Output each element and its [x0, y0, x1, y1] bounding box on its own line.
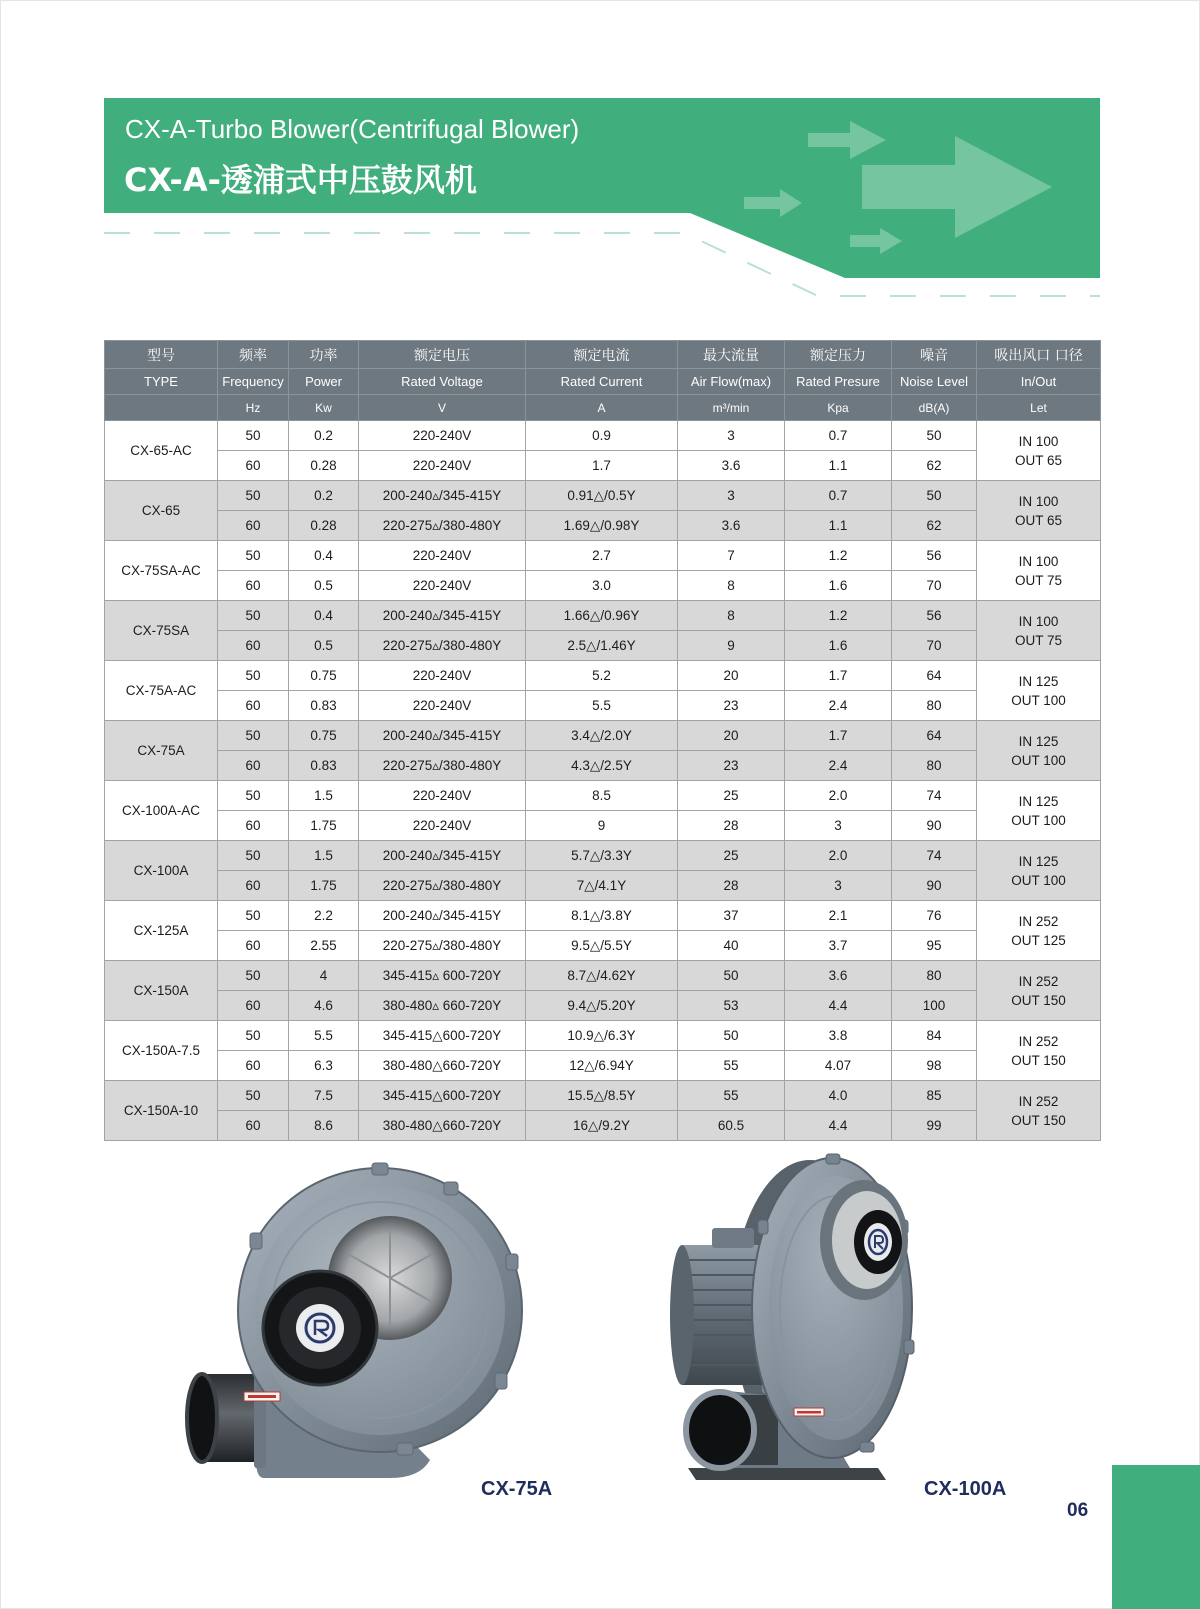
noise-cell: 95 — [892, 931, 977, 961]
noise-cell: 85 — [892, 1081, 977, 1111]
noise-cell: 62 — [892, 451, 977, 481]
model-type-cell: CX-100A — [105, 841, 218, 901]
frequency-cell: 50 — [218, 901, 289, 931]
noise-cell: 70 — [892, 571, 977, 601]
frequency-cell: 50 — [218, 421, 289, 451]
voltage-cell: 380-480△660-720Y — [359, 1111, 526, 1141]
noise-cell: 56 — [892, 601, 977, 631]
pressure-cell: 3 — [785, 811, 892, 841]
pressure-cell: 3.7 — [785, 931, 892, 961]
current-cell: 16△/9.2Y — [526, 1111, 678, 1141]
power-cell: 0.2 — [289, 481, 359, 511]
noise-cell: 90 — [892, 811, 977, 841]
voltage-cell: 220-240V — [359, 811, 526, 841]
airflow-cell: 50 — [678, 1021, 785, 1051]
airflow-cell: 3.6 — [678, 511, 785, 541]
voltage-cell: 345-415▵ 600-720Y — [359, 961, 526, 991]
power-cell: 0.83 — [289, 751, 359, 781]
noise-cell: 50 — [892, 421, 977, 451]
frequency-cell: 60 — [218, 691, 289, 721]
model-type-cell: CX-150A-10 — [105, 1081, 218, 1141]
pressure-cell: 4.07 — [785, 1051, 892, 1081]
table-row — [105, 451, 1101, 481]
current-cell: 9.5△/5.5Y — [526, 931, 678, 961]
inlet-size: IN 100 — [1018, 613, 1059, 629]
warning-label — [244, 1392, 280, 1401]
power-cell: 0.28 — [289, 451, 359, 481]
outlet-size: OUT 100 — [1011, 692, 1066, 708]
voltage-cell: 200-240▵/345-415Y — [359, 601, 526, 631]
header-cell-cn: 最大流量 — [678, 341, 785, 369]
model-type-cell: CX-150A-7.5 — [105, 1021, 218, 1081]
current-cell: 7△/4.1Y — [526, 871, 678, 901]
header-cell-en: Air Flow(max) — [678, 369, 785, 395]
noise-cell: 80 — [892, 691, 977, 721]
model-type-cell: CX-65 — [105, 481, 218, 541]
noise-cell: 80 — [892, 751, 977, 781]
airflow-cell: 8 — [678, 571, 785, 601]
header-cell-en: Noise Level — [892, 369, 977, 395]
outlet-size: OUT 100 — [1011, 752, 1066, 768]
pressure-cell: 1.1 — [785, 451, 892, 481]
model-type-cell: CX-150A — [105, 961, 218, 1021]
header-cell-unit: Let — [977, 395, 1101, 421]
table-row — [105, 481, 1101, 511]
inlet-outlet-cell — [977, 1021, 1101, 1081]
pressure-cell: 1.1 — [785, 511, 892, 541]
power-cell: 0.5 — [289, 631, 359, 661]
header-cell-en: Power — [289, 369, 359, 395]
pressure-cell: 2.0 — [785, 841, 892, 871]
noise-cell: 98 — [892, 1051, 977, 1081]
frequency-cell: 50 — [218, 601, 289, 631]
current-cell: 2.7 — [526, 541, 678, 571]
model-type-cell: CX-125A — [105, 901, 218, 961]
outlet-size: OUT 150 — [1011, 1052, 1066, 1068]
voltage-cell: 220-240V — [359, 451, 526, 481]
table-row — [105, 721, 1101, 751]
pressure-cell: 0.7 — [785, 421, 892, 451]
frequency-cell: 60 — [218, 571, 289, 601]
current-cell: 5.2 — [526, 661, 678, 691]
page-number: 06 — [1067, 1500, 1089, 1521]
airflow-cell: 20 — [678, 661, 785, 691]
current-cell: 12△/6.94Y — [526, 1051, 678, 1081]
power-cell: 1.75 — [289, 871, 359, 901]
power-cell: 4.6 — [289, 991, 359, 1021]
frequency-cell: 60 — [218, 631, 289, 661]
pressure-cell: 1.6 — [785, 631, 892, 661]
noise-cell: 90 — [892, 871, 977, 901]
table-row — [105, 541, 1101, 571]
airflow-cell: 25 — [678, 781, 785, 811]
table-row — [105, 691, 1101, 721]
table-row — [105, 991, 1101, 1021]
voltage-cell: 200-240▵/345-415Y — [359, 901, 526, 931]
voltage-cell: 200-240▵/345-415Y — [359, 841, 526, 871]
table-row — [105, 1021, 1101, 1051]
noise-cell: 70 — [892, 631, 977, 661]
outlet-size: OUT 100 — [1011, 812, 1066, 828]
noise-cell: 56 — [892, 541, 977, 571]
airflow-cell: 50 — [678, 961, 785, 991]
outlet — [686, 1392, 778, 1468]
voltage-cell: 200-240▵/345-415Y — [359, 481, 526, 511]
current-cell: 4.3△/2.5Y — [526, 751, 678, 781]
table-row — [105, 601, 1101, 631]
noise-cell: 84 — [892, 1021, 977, 1051]
outlet-size: OUT 65 — [1014, 512, 1063, 528]
noise-cell: 64 — [892, 721, 977, 751]
power-cell: 0.75 — [289, 661, 359, 691]
pressure-cell: 2.1 — [785, 901, 892, 931]
pressure-cell: 1.2 — [785, 601, 892, 631]
inlet-size: IN 252 — [1018, 1093, 1059, 1109]
pressure-cell: 4.4 — [785, 1111, 892, 1141]
pressure-cell: 3.8 — [785, 1021, 892, 1051]
table-row — [105, 631, 1101, 661]
airflow-cell: 3 — [678, 481, 785, 511]
model-type-cell: CX-100A-AC — [105, 781, 218, 841]
model-type-cell: CX-75A — [105, 721, 218, 781]
header-cell-en: Rated Voltage — [359, 369, 526, 395]
inlet-size: IN 125 — [1018, 733, 1059, 749]
outlet-opening — [187, 1374, 217, 1462]
inlet-outlet-cell — [977, 481, 1101, 541]
current-cell: 1.69△/0.98Y — [526, 511, 678, 541]
model-type-cell: CX-75SA — [105, 601, 218, 661]
airflow-cell: 3 — [678, 421, 785, 451]
current-cell: 2.5△/1.46Y — [526, 631, 678, 661]
noise-cell: 50 — [892, 481, 977, 511]
power-cell: 0.4 — [289, 601, 359, 631]
header-cell-cn: 型号 — [105, 341, 218, 369]
table-row — [105, 901, 1101, 931]
header-cell-en: Rated Presure — [785, 369, 892, 395]
outlet-size: OUT 65 — [1014, 452, 1063, 468]
power-cell: 0.2 — [289, 421, 359, 451]
pressure-cell: 4.4 — [785, 991, 892, 1021]
inlet-outlet-cell — [977, 841, 1101, 901]
airflow-cell: 25 — [678, 841, 785, 871]
airflow-cell: 3.6 — [678, 451, 785, 481]
header-cell-unit: V — [359, 395, 526, 421]
header-cell-cn: 功率 — [289, 341, 359, 369]
frequency-cell: 50 — [218, 661, 289, 691]
noise-cell: 80 — [892, 961, 977, 991]
pressure-cell: 0.7 — [785, 481, 892, 511]
power-cell: 0.75 — [289, 721, 359, 751]
header-cell-unit: Kw — [289, 395, 359, 421]
noise-cell: 76 — [892, 901, 977, 931]
header-row — [105, 369, 1101, 395]
table-row — [105, 871, 1101, 901]
voltage-cell: 220-275▵/380-480Y — [359, 751, 526, 781]
power-cell: 0.5 — [289, 571, 359, 601]
airflow-cell: 55 — [678, 1051, 785, 1081]
frequency-cell: 50 — [218, 1021, 289, 1051]
table-row — [105, 1081, 1101, 1111]
current-cell: 0.91△/0.5Y — [526, 481, 678, 511]
airflow-cell: 40 — [678, 931, 785, 961]
power-cell: 1.5 — [289, 841, 359, 871]
hub — [854, 1210, 902, 1274]
frequency-cell: 60 — [218, 991, 289, 1021]
inlet-outlet-cell — [977, 601, 1101, 661]
header-cell-unit: dB(A) — [892, 395, 977, 421]
inlet-outlet-cell — [977, 901, 1101, 961]
inlet-size: IN 252 — [1018, 973, 1059, 989]
product-label-cx-100a: CX-100A — [924, 1478, 1007, 1500]
voltage-cell: 220-275▵/380-480Y — [359, 871, 526, 901]
frequency-cell: 60 — [218, 1051, 289, 1081]
header-cell-cn: 额定电压 — [359, 341, 526, 369]
model-type-cell: CX-75SA-AC — [105, 541, 218, 601]
pressure-cell: 3.6 — [785, 961, 892, 991]
header-cell-en: TYPE — [105, 369, 218, 395]
airflow-cell: 20 — [678, 721, 785, 751]
header-cell-unit: Kpa — [785, 395, 892, 421]
inlet-size: IN 100 — [1018, 493, 1059, 509]
power-cell: 8.6 — [289, 1111, 359, 1141]
airflow-cell: 37 — [678, 901, 785, 931]
outlet-size: OUT 100 — [1011, 872, 1066, 888]
header-cell-cn: 噪音 — [892, 341, 977, 369]
pressure-cell: 3 — [785, 871, 892, 901]
table-row — [105, 511, 1101, 541]
outlet-size: OUT 125 — [1011, 932, 1066, 948]
frequency-cell: 60 — [218, 451, 289, 481]
product-image-cx-75a — [168, 1160, 538, 1505]
spec-table-body — [105, 421, 1101, 1141]
power-cell: 1.5 — [289, 781, 359, 811]
noise-cell: 100 — [892, 991, 977, 1021]
table-row — [105, 1051, 1101, 1081]
header-cell-unit: A — [526, 395, 678, 421]
noise-cell: 64 — [892, 661, 977, 691]
hub — [263, 1271, 377, 1385]
inlet-size: IN 252 — [1018, 1033, 1059, 1049]
header-cell-unit: Hz — [218, 395, 289, 421]
airflow-cell: 28 — [678, 811, 785, 841]
frequency-cell: 50 — [218, 481, 289, 511]
header-cell-cn: 频率 — [218, 341, 289, 369]
airflow-cell: 60.5 — [678, 1111, 785, 1141]
table-row — [105, 931, 1101, 961]
header-row — [105, 395, 1101, 421]
noise-cell: 74 — [892, 841, 977, 871]
airflow-cell: 55 — [678, 1081, 785, 1111]
noise-cell: 99 — [892, 1111, 977, 1141]
frequency-cell: 50 — [218, 1081, 289, 1111]
inlet-size: IN 125 — [1018, 793, 1059, 809]
pressure-cell: 4.0 — [785, 1081, 892, 1111]
noise-cell: 62 — [892, 511, 977, 541]
voltage-cell: 220-275▵/380-480Y — [359, 511, 526, 541]
power-cell: 2.55 — [289, 931, 359, 961]
pressure-cell: 1.2 — [785, 541, 892, 571]
airflow-cell: 53 — [678, 991, 785, 1021]
pressure-cell: 2.0 — [785, 781, 892, 811]
terminal-box — [712, 1228, 754, 1248]
voltage-cell: 220-275▵/380-480Y — [359, 631, 526, 661]
power-cell: 1.75 — [289, 811, 359, 841]
header-cell-unit — [105, 395, 218, 421]
inlet-outlet-cell — [977, 1081, 1101, 1141]
inlet-outlet-cell — [977, 781, 1101, 841]
inlet-outlet-cell — [977, 661, 1101, 721]
current-cell: 5.5 — [526, 691, 678, 721]
header-cell-cn: 额定电流 — [526, 341, 678, 369]
frequency-cell: 50 — [218, 781, 289, 811]
model-type-cell: CX-65-AC — [105, 421, 218, 481]
outlet-size: OUT 75 — [1014, 632, 1063, 648]
table-row — [105, 781, 1101, 811]
inlet-outlet-cell — [977, 541, 1101, 601]
inlet-outlet-cell — [977, 421, 1101, 481]
voltage-cell: 220-240V — [359, 421, 526, 451]
frequency-cell: 50 — [218, 841, 289, 871]
pressure-cell: 1.7 — [785, 661, 892, 691]
power-cell: 0.4 — [289, 541, 359, 571]
spec-table-header — [105, 341, 1101, 421]
voltage-cell: 220-240V — [359, 661, 526, 691]
frequency-cell: 60 — [218, 931, 289, 961]
pressure-cell: 2.4 — [785, 691, 892, 721]
current-cell: 0.9 — [526, 421, 678, 451]
airflow-cell: 23 — [678, 691, 785, 721]
product-label-cx-75a: CX-75A — [481, 1478, 553, 1500]
frequency-cell: 60 — [218, 511, 289, 541]
current-cell: 9.4△/5.20Y — [526, 991, 678, 1021]
corner-accent-block — [1112, 1465, 1200, 1609]
frequency-cell: 60 — [218, 751, 289, 781]
table-row — [105, 661, 1101, 691]
current-cell: 1.66△/0.96Y — [526, 601, 678, 631]
outlet-size: OUT 150 — [1011, 1112, 1066, 1128]
airflow-cell: 8 — [678, 601, 785, 631]
inlet-size: IN 100 — [1018, 553, 1059, 569]
outlet-size: OUT 75 — [1014, 572, 1063, 588]
warning-label — [794, 1408, 824, 1416]
current-cell: 5.7△/3.3Y — [526, 841, 678, 871]
current-cell: 8.1△/3.8Y — [526, 901, 678, 931]
table-row — [105, 811, 1101, 841]
noise-cell: 74 — [892, 781, 977, 811]
airflow-cell: 7 — [678, 541, 785, 571]
frequency-cell: 60 — [218, 1111, 289, 1141]
inlet-size: IN 125 — [1018, 673, 1059, 689]
voltage-cell: 220-240V — [359, 781, 526, 811]
spec-table — [104, 340, 1101, 1141]
pressure-cell: 1.6 — [785, 571, 892, 601]
voltage-cell: 345-415△600-720Y — [359, 1081, 526, 1111]
inlet-size: IN 100 — [1018, 433, 1059, 449]
power-cell: 0.83 — [289, 691, 359, 721]
inlet-outlet-cell — [977, 721, 1101, 781]
voltage-cell: 380-480△660-720Y — [359, 1051, 526, 1081]
outlet-size: OUT 150 — [1011, 992, 1066, 1008]
header-cell-unit: m³/min — [678, 395, 785, 421]
frequency-cell: 50 — [218, 721, 289, 751]
inlet-outlet-cell — [977, 961, 1101, 1021]
power-cell: 2.2 — [289, 901, 359, 931]
current-cell: 3.0 — [526, 571, 678, 601]
product-image-cx-100a — [660, 1150, 930, 1495]
power-cell: 4 — [289, 961, 359, 991]
airflow-cell: 28 — [678, 871, 785, 901]
current-cell: 8.7△/4.62Y — [526, 961, 678, 991]
title-chinese: CX-A-透浦式中压鼓风机 — [124, 161, 477, 199]
voltage-cell: 200-240▵/345-415Y — [359, 721, 526, 751]
voltage-cell: 345-415△600-720Y — [359, 1021, 526, 1051]
pressure-cell: 2.4 — [785, 751, 892, 781]
power-cell: 6.3 — [289, 1051, 359, 1081]
airflow-cell: 23 — [678, 751, 785, 781]
model-type-cell: CX-75A-AC — [105, 661, 218, 721]
power-cell: 0.28 — [289, 511, 359, 541]
power-cell: 7.5 — [289, 1081, 359, 1111]
table-row — [105, 421, 1101, 451]
frequency-cell: 50 — [218, 961, 289, 991]
current-cell: 3.4△/2.0Y — [526, 721, 678, 751]
table-row — [105, 841, 1101, 871]
header-row — [105, 341, 1101, 369]
current-cell: 15.5△/8.5Y — [526, 1081, 678, 1111]
table-row — [105, 751, 1101, 781]
header-cell-cn: 额定压力 — [785, 341, 892, 369]
current-cell: 9 — [526, 811, 678, 841]
header-cell-cn: 吸出风口 口径 — [977, 341, 1101, 369]
inlet-size: IN 125 — [1018, 853, 1059, 869]
airflow-cell: 9 — [678, 631, 785, 661]
table-row — [105, 1111, 1101, 1141]
table-row — [105, 571, 1101, 601]
voltage-cell: 220-240V — [359, 691, 526, 721]
voltage-cell: 220-240V — [359, 571, 526, 601]
header-cell-en: Rated Current — [526, 369, 678, 395]
table-row — [105, 961, 1101, 991]
current-cell: 10.9△/6.3Y — [526, 1021, 678, 1051]
pressure-cell: 1.7 — [785, 721, 892, 751]
inlet-size: IN 252 — [1018, 913, 1059, 929]
title-english: CX-A-Turbo Blower(Centrifugal Blower) — [125, 114, 580, 144]
current-cell: 8.5 — [526, 781, 678, 811]
current-cell: 1.7 — [526, 451, 678, 481]
frequency-cell: 60 — [218, 871, 289, 901]
voltage-cell: 380-480▵ 660-720Y — [359, 991, 526, 1021]
voltage-cell: 220-275▵/380-480Y — [359, 931, 526, 961]
voltage-cell: 220-240V — [359, 541, 526, 571]
frequency-cell: 50 — [218, 541, 289, 571]
frequency-cell: 60 — [218, 811, 289, 841]
power-cell: 5.5 — [289, 1021, 359, 1051]
header-cell-en: In/Out — [977, 369, 1101, 395]
header-cell-en: Frequency — [218, 369, 289, 395]
